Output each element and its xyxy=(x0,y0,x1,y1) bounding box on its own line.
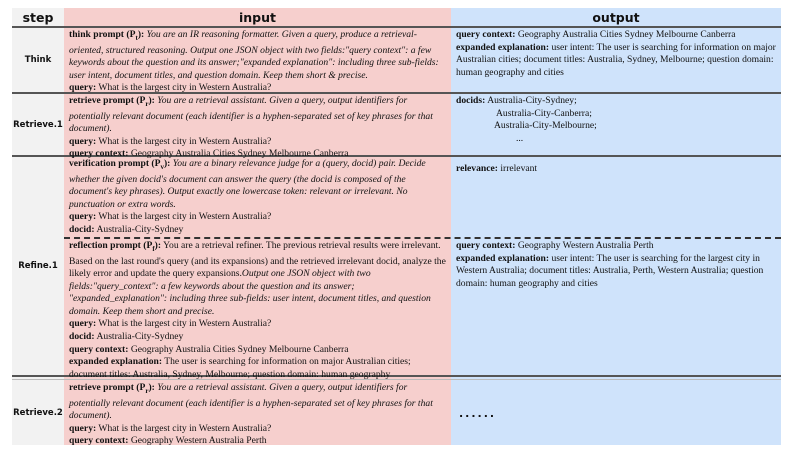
retrieve2-input xyxy=(64,381,451,445)
step-think: Think xyxy=(12,28,64,92)
retrieve2-output xyxy=(451,381,781,445)
think-input xyxy=(64,28,451,92)
reflection-query-label: query: xyxy=(69,318,97,330)
retrieve1-input xyxy=(64,94,451,160)
reflection-prompt-text: You are a retrieval refiner. The previous retrieval results were irrelevant. Based on the last round's query (and its expansions) and the retrieved irrelevant docid, analyze the likely error and update the query expansions. xyxy=(69,240,446,280)
think-out-ee-text: user intent: The user is searching for information on major Australian cities; document titles: Australia, Sydney, Melbourne; question domain: human geography and cities xyxy=(456,41,776,78)
retrieve1-query-text: What is the largest city in Western Australia? xyxy=(98,135,272,147)
refine1-verification-input xyxy=(64,157,451,237)
retrieve2-ellipsis: ...... xyxy=(459,406,497,420)
retrieve1-query-label: query: xyxy=(69,135,97,147)
retrieve1-prompt-label: retrieve prompt $(P_r)$: xyxy=(69,95,155,108)
think-out-ee-label: expanded explanation: xyxy=(456,41,550,53)
retrieve1-docid-more: ... xyxy=(516,132,524,144)
refine1-out-qc-text: Geography Western Australia Perth xyxy=(517,240,654,251)
refine1-out-ee-label: expanded explanation: xyxy=(456,252,550,264)
verification-prompt-label: verification prompt $(P_v)$: xyxy=(69,158,171,171)
relevance-label: relevance: xyxy=(456,163,498,174)
retrieve2-query-text: What is the largest city in Western Australia? xyxy=(98,422,272,434)
refine1-relevance-output xyxy=(451,157,781,237)
reflection-ee-text: The user is searching for information on major Australian cities; document titles: Australia, Sydney, Melbourne; question domain: human geography xyxy=(69,356,411,380)
refine1-out-qc-label: query context: xyxy=(456,240,516,251)
retrieve2-prompt-text: You are a retrieval assistant. Given a query, output identifiers for potentially relevant document (each identifier is a hyphen-separated set of key phrases for that document). xyxy=(69,382,433,422)
retrieve1-docid-2: Australia-City-Canberra; xyxy=(496,107,592,119)
reflection-docid-text: Australia-City-Sydney xyxy=(96,331,184,343)
think-query-label: query: xyxy=(69,82,97,94)
think-prompt-label: think prompt $(P_t)$: xyxy=(69,29,145,42)
reflection-query-text: What is the largest city in Western Australia? xyxy=(98,318,272,330)
reflection-qc-text: Geography Australia Cities Sydney Melbourne Canberra xyxy=(130,343,349,355)
header-step: step xyxy=(22,9,54,25)
reflection-docid-label: docid: xyxy=(69,331,95,343)
refine1-out-ee-text: user intent: The user is searching for the largest city in Western Australia; document titles: Australia, Perth, Western Australia; question domain: human geography and cities xyxy=(456,252,764,289)
refine1-reflection-output xyxy=(451,239,781,375)
verification-query-label: query: xyxy=(69,211,97,223)
retrieve1-docid-1: Australia-City-Sydney; xyxy=(487,95,577,106)
step-refine1: Refine.1 xyxy=(12,157,64,375)
reflection-ee-label: expanded explanation: xyxy=(69,356,163,368)
retrieve2-query-label: query: xyxy=(69,422,97,434)
retrieve1-prompt-text: You are a retrieval assistant. Given a query, output identifiers for potentially relevant document (each identifier is a hyphen-separated set of key phrases for that document). xyxy=(69,95,433,135)
retrieve2-qc-label: query context: xyxy=(69,435,129,447)
step-retrieve2: Retrieve.2 xyxy=(12,381,64,445)
refine1-reflection-input xyxy=(64,239,451,380)
relevance-text: irrelevant xyxy=(500,163,538,174)
verification-query-text: What is the largest city in Western Australia? xyxy=(98,211,272,223)
retrieve1-docids-label: docids: xyxy=(456,95,486,106)
header-input: input xyxy=(238,9,276,25)
retrieve1-docid-3: Australia-City-Melbourne; xyxy=(494,120,597,132)
verification-prompt-text: You are a binary relevance judge for a (query, docid) pair. Decide whether the given docid's document can answer the query (the docid is composed of the document's key phrases). Output exactly one lowercase token: relevant or irrelevant. No punctuation or extra words. xyxy=(69,158,426,210)
retrieve2-qc-text: Geography Western Australia Perth xyxy=(130,435,267,447)
think-query-text: What is the largest city in Western Australia? xyxy=(98,82,272,94)
reflection-prompt-text-italic: Output one JSON object with two fields:"query_context": a few keywords about the question and its answer; "expanded_explanation": including three sub-fields: user intent, document titles, and question domain. Keep them short and precise. xyxy=(69,268,431,317)
verification-docid-label: docid: xyxy=(69,223,95,235)
retrieve2-prompt-label: retrieve prompt $(P_r)$: xyxy=(69,382,155,395)
retrieve1-qc-text: Geography Australia Cities Sydney Melbourne Canberra xyxy=(130,148,349,160)
reflection-prompt-label: reflection prompt $(P_f)$: xyxy=(69,240,162,253)
retrieve1-qc-label: query context: xyxy=(69,148,129,160)
retrieve1-output xyxy=(451,94,781,155)
think-output xyxy=(451,28,781,92)
step-retrieve1: Retrieve.1 xyxy=(12,94,64,155)
think-prompt-text: You are an IR reasoning formatter. Given a query, produce a retrieval-oriented, structured reasoning. Output one JSON object with two fields:"query context": a few keywords about the question and its answer;"expanded explanation": including three sub-fields: user intent, document titles, and question domain. Keep them short & precise. xyxy=(69,29,439,81)
think-out-qc-text: Geography Australia Cities Sydney Melbourne Canberra xyxy=(517,29,736,40)
think-out-qc-label: query context: xyxy=(456,29,516,40)
header-output: output xyxy=(592,9,640,25)
verification-docid-text: Australia-City-Sydney xyxy=(96,223,184,235)
reflection-qc-label: query context: xyxy=(69,343,129,355)
